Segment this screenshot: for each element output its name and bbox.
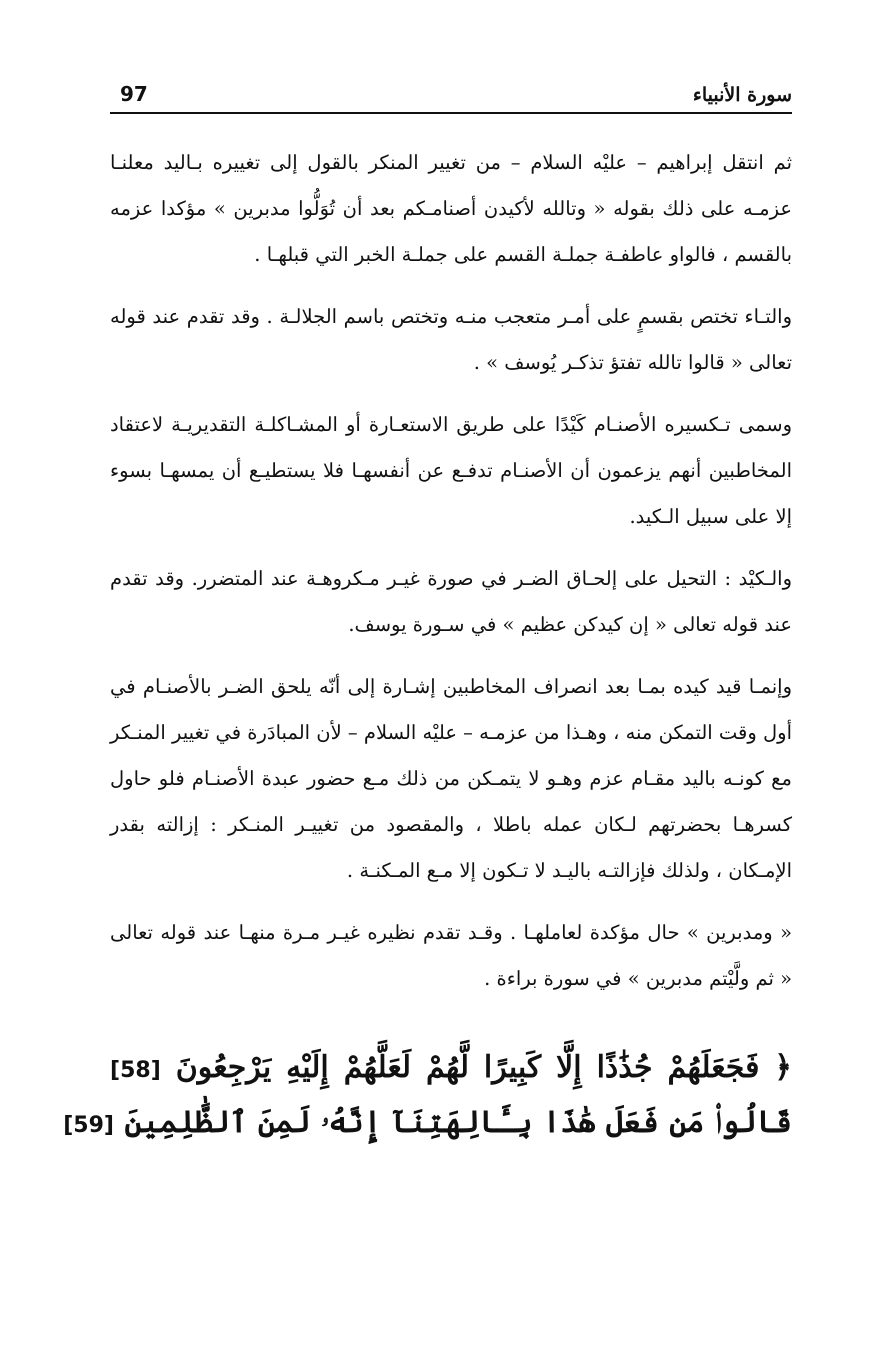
paragraph: وإنمـا قيد كيده بمـا بعد انصراف المخاطبين إشـارة إلى أنّه يلحق الضـر بالأصنـام في أول وقت التمكن منه ، وهـذا من عزمـه – عليْه السلام – لأن المبادَرة في تغيير المنـكر مع كونـه باليد مقـام عزم وهـو لا يتمـكن من ذلك مـع حضور عبدة الأصنـام فلو حاول كسرهـا بحضرتهم لـكان عمله باطلا ، والمقصود من تغييـر المنـكر : إزالته بقدر الإمـكان ، ولذلك فإزالتـه باليـد لا تـكون إلا مـع المـكنـة . — [110, 675, 792, 882]
verse-number: [59] — [63, 1113, 114, 1138]
verse-text: قَالُوا۟ مَن فَعَلَ هَٰذَا بِـَٔالِهَتِنَآ إِنَّهُۥ لَمِنَ ٱلظَّٰلِمِينَ — [124, 1105, 792, 1140]
paragraph: ثم انتقل إبراهيم – عليْه السلام – من تغيير المنكر بالقول إلى تغييره بـاليد معلنـا عزمـه على ذلك بقوله « وتالله لأكيدن أصنامـكم بعد أن تُوَلُّوا مدبرين » مؤكدا عزمه بالقسم ، فالواو عاطفـة جملـة القسم على جملـة الخبر التي قبلهـا . — [110, 151, 792, 266]
quran-verses — [63, 1042, 792, 1152]
verse-number: [58] — [110, 1058, 161, 1083]
surah-title: سورة الأنبياء — [692, 84, 792, 106]
paragraph: والـكيْد : التحيل على إلحـاق الضـر في صورة غيـر مـكروهـة عند المتضرر. وقد تقدم عند قوله تعالى « إن كيدكن عظيم » في سـورة يوسف. — [110, 567, 792, 636]
page-header — [110, 78, 792, 114]
book-page — [63, 78, 792, 1152]
paragraph: والتـاء تختص بقسمٍ على أمـر متعجب منـه وتختص باسم الجلالـة . وقد تقدم عند قوله تعالى « قالوا تالله تفتؤ تذكـر يُوسف » . — [110, 305, 792, 374]
commentary-text — [110, 140, 792, 1002]
verse-line — [110, 1042, 792, 1097]
verse-line — [63, 1097, 792, 1152]
verse-text: ﴿ فَجَعَلَهُمْ جُذَٰذًا إِلَّا كَبِيرًا لَّهُمْ لَعَلَّهُمْ إِلَيْهِ يَرْجِعُونَ — [175, 1050, 792, 1085]
paragraph: وسمى تـكسيره الأصنـام كَيْدًا على طريق الاستعـارة أو المشـاكلـة التقديريـة لاعتقاد المخاطبين أنهم يزعمون أن الأصنـام تدفـع عن أنفسهـا فلا يستطيـع أن يمسهـا بسوء إلا على سبيل الـكيد. — [110, 413, 792, 528]
page-number: 97 — [120, 82, 148, 106]
paragraph: « ومدبرين » حال مؤكدة لعاملهـا . وقـد تقدم نظيره غيـر مـرة منهـا عند قوله تعالى « ثم ولَّيْتم مدبرين » في سورة براءة . — [110, 921, 792, 990]
